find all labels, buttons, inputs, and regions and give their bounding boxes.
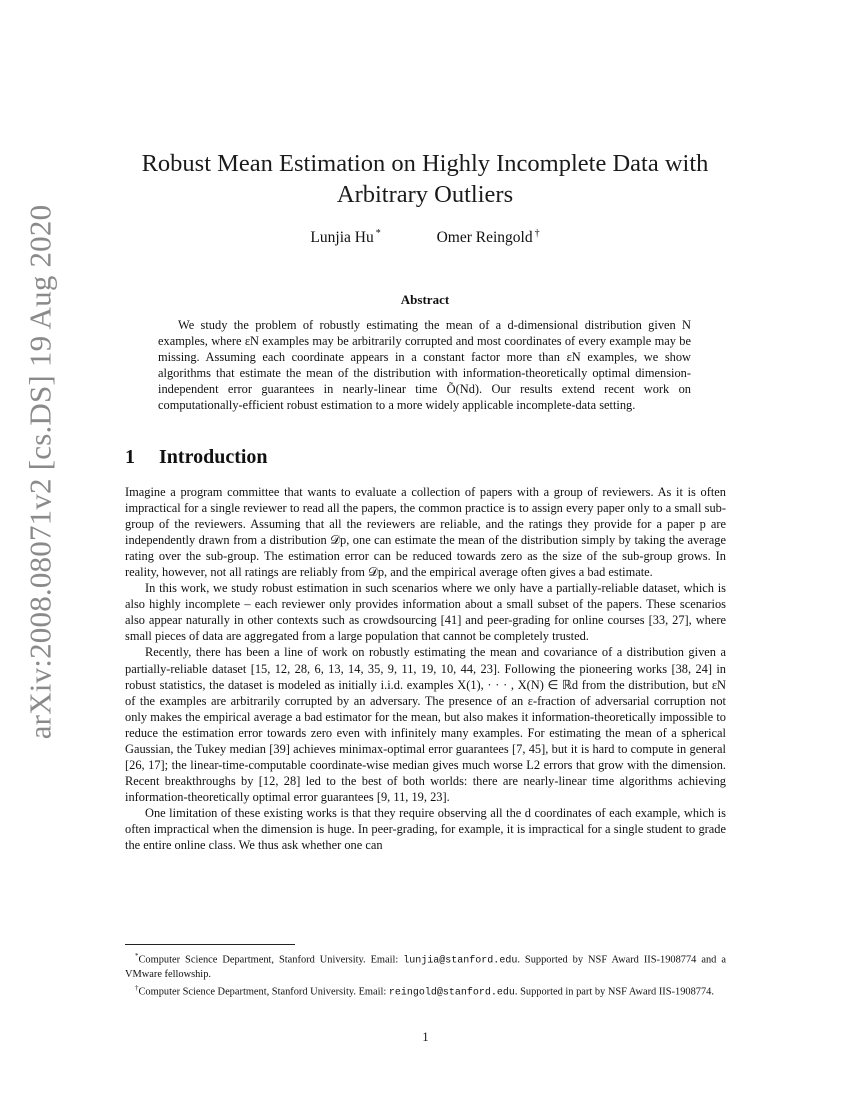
author-footnote-mark[interactable]: * [375,228,381,239]
author [310,228,380,247]
email-link[interactable]: reingold@stanford.edu [388,987,515,999]
footnote-mark: * [135,952,139,960]
abstract-heading: Abstract [400,292,450,307]
email-link[interactable]: lunjia@stanford.edu [403,955,518,967]
author-footnote-mark[interactable]: † [534,228,540,239]
footnote-text: . Supported by NSF Award IIS-1908774 and a VMware fellowship. [125,954,726,981]
author-name: Omer Reingold [436,229,533,247]
author [437,228,540,247]
paragraph: In this work, we study robust estimation in such scenarios where we only have a partially-reliable dataset, which is also highly incomplete – each reviewer only provides information about a small subset of the papers. These scenarios also appear naturally in other contexts such as crowdsourcing [41] and peer-grading for online courses [33, 27], where small pieces of data are aggregated from a large population that cannot be completely trusted. [125,581,726,644]
author-list [125,228,725,247]
footnotes [125,950,726,1000]
author-name: Lunjia Hu [310,229,374,247]
paper-title: Robust Mean Estimation on Highly Incomplete Data with Arbitrary Outliers [141,150,709,208]
section-number: 1 [125,446,135,468]
section-title: Introduction [159,446,268,468]
footnote-text: Computer Science Department, Stanford University. Email: [138,986,389,998]
paragraph: Recently, there has been a line of work on robustly estimating the mean and covariance of a distribution given a partially-reliable dataset [15, 12, 28, 6, 13, 14, 35, 9, 11, 19, 10, 44, 23]. Following the pioneering works [38, 24] in robust statistics, the dataset is modeled as initially i.i.d. examples X(1), · · · , X(N) ∈ ℝd from the distribution, but εN of the examples are arbitrarily corrupted by an adversary. The presence of an ε-fraction of adversarial corruption not only makes the empirical average a bad estimator for the mean, but also makes it information-theoretically impossible to reduce the estimation error towards zero even with infinitely many examples. For estimating the mean of a spherical Gaussian, the Tukey median [39] achieves minimax-optimal error guarantees [7, 45], but it is hard to compute in general [26, 17]; the linear-time-computable coordinate-wise median gives much worse L2 errors that grow with the dimension. Recent breakthroughs by [12, 28] led to the best of both worlds: there are nearly-linear time algorithms achieving information-theoretically optimal error guarantees [9, 11, 19, 23]. [125,645,726,804]
footnote-text: Computer Science Department, Stanford University. Email: [138,954,404,966]
footnote-text: . Supported in part by NSF Award IIS-1908774. [514,986,714,998]
section-heading [125,446,268,469]
footnote [125,982,726,1000]
paragraph: Imagine a program committee that wants to evaluate a collection of papers with a group of reviewers. As it is often impractical for a single reviewer to read all the papers, the common practice is to assign every paper only to a small sub-group of the reviewers. Assuming that all the reviewers are reliable, and the ratings they provide for a paper p are independently drawn from a distribution 𝒟p, one can estimate the mean of the distribution simply by taking the average rating over the sub-group. The estimation error can be reduced towards zero as the size of the sub-group grows. In reality, however, not all ratings are reliably from 𝒟p, and the empirical average often gives a bad estimate. [125,485,726,580]
paragraph: One limitation of these existing works is that they require observing all the d coordinates of each example, which is often impractical when the dimension is huge. In peer-grading, for example, it is impractical for a single student to grade the entire online class. We thus ask whether one can [125,805,726,853]
arxiv-stamp-text: arXiv:2008.08071v2 [cs.DS] 19 Aug 2020 [22,204,58,740]
body-text [125,484,726,853]
footnote-mark: † [135,983,139,992]
page-number: 1 [422,1030,429,1044]
arxiv-stamp [8,204,72,740]
abstract-text: We study the problem of robustly estimating the mean of a d-dimensional distribution given N examples, where εN examples may be arbitrarily corrupted and most coordinates of every example may be missing. Assuming each coordinate appears in a constant factor more than εN examples, we show algorithms that estimate the mean of the distribution with information-theoretically optimal dimension-independent error guarantees in nearly-linear time Õ(Nd). Our results extend recent work on computationally-efficient robust estimation to a more widely applicable incomplete-data setting. [158,318,691,412]
footnote-rule [125,944,295,945]
footnote [125,950,726,982]
